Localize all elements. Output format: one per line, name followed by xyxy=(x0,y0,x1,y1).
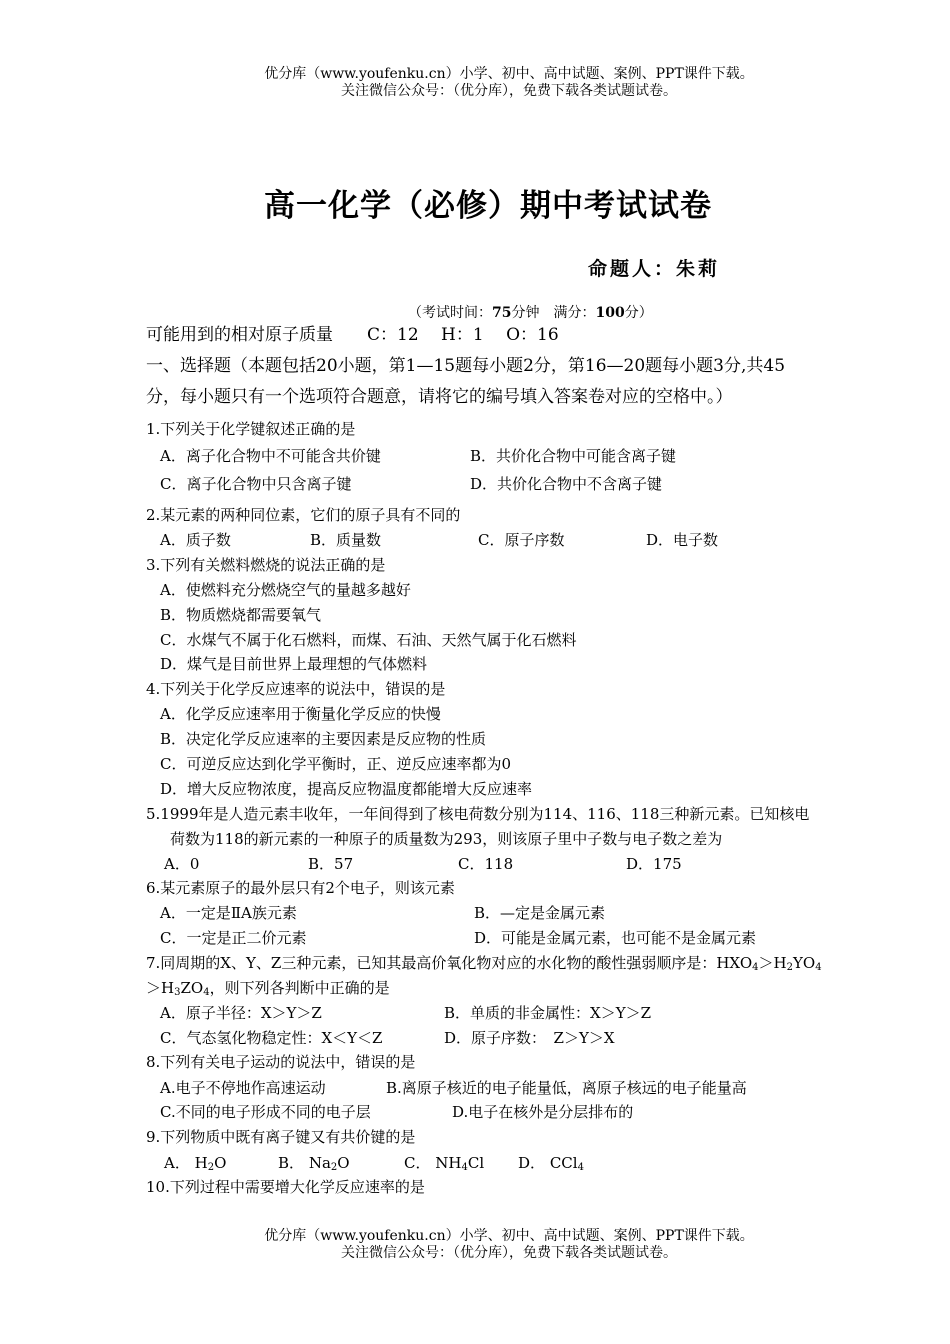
question-5-stem-line2: 荷数为118的新元素的一种原子的质量数为293，则该原子里中子数与电子数之差为 xyxy=(170,830,723,848)
header-line-2: 关注微信公众号：（优分库），免费下载各类试题试卷。 xyxy=(341,83,677,99)
formula-hxo4: $HXO_4$ xyxy=(716,954,759,973)
footer-line-1: 优分库（www.youfenku.cn）小学、初中、高中试题、案例、PPT课件下载。 xyxy=(264,1228,754,1244)
question-1-option-d: D．共价化合物中不含离子键 xyxy=(470,475,663,493)
page-header xyxy=(34,66,950,100)
question-5-option-d: D．175 xyxy=(626,855,682,873)
question-7-stem-text: 7.同周期的X、Y、Z三种元素，已知其最高价氧化物对应的水化物的酸性强弱顺序是： xyxy=(146,954,717,972)
greater-than-sign: ＞ xyxy=(758,954,774,972)
question-4-option-a: A．化学反应速率用于衡量化学反应的快慢 xyxy=(160,705,441,723)
question-3-option-d: D．煤气是目前世界上最理想的气体燃料 xyxy=(160,655,428,673)
question-9-stem: 9.下列物质中既有离子键又有共价键的是 xyxy=(146,1128,416,1146)
full-score-value: 100 xyxy=(595,305,625,321)
question-8-option-d: D.电子在核外是分层排布的 xyxy=(452,1103,634,1121)
question-5-option-b: B．57 xyxy=(308,855,354,873)
question-5-option-a: A．0 xyxy=(164,855,200,873)
question-2-option-d: D．电子数 xyxy=(646,531,719,549)
question-3-option-c: C．水煤气不属于化石燃料，而煤、石油、天然气属于化石燃料 xyxy=(160,631,577,649)
question-2-option-a: A．质子数 xyxy=(160,531,231,549)
question-5-option-c: C．118 xyxy=(458,855,514,873)
section1-instructions-line2: 分，每小题只有一个选项符合题意，请将它的编号填入答案卷对应的空格中。） xyxy=(146,387,733,407)
question-7-option-b: B．单质的非金属性：X＞Y＞Z xyxy=(444,1004,652,1022)
question-3-stem: 3.下列有关燃料燃烧的说法正确的是 xyxy=(146,556,386,574)
exam-author: 命题人：朱莉 xyxy=(588,258,721,280)
question-7-option-c: C．气态氢化物稳定性：X＜Y＜Z xyxy=(160,1029,383,1047)
question-8-option-c: C.不同的电子形成不同的电子层 xyxy=(160,1103,371,1121)
question-6-stem: 6.某元素原子的最外层只有2个电子，则该元素 xyxy=(146,879,455,897)
time-value: 75 xyxy=(492,305,512,321)
footer-line-2: 关注微信公众号：（优分库），免费下载各类试题试卷。 xyxy=(341,1245,677,1261)
question-8-option-a: A.电子不停地作高速运动 xyxy=(160,1079,326,1097)
question-9-option-c: C． $NH_4Cl$ xyxy=(404,1154,485,1173)
question-3-option-b: B．物质燃烧都需要氧气 xyxy=(160,606,322,624)
question-8-option-b: B.离原子核近的电子能量低，离原子核远的电子能量高 xyxy=(386,1079,747,1097)
question-4-option-b: B．决定化学反应速率的主要因素是反应物的性质 xyxy=(160,730,487,748)
exam-title: 高一化学（必修）期中考试试卷 xyxy=(264,188,712,224)
question-3-option-a: A．使燃料充分燃烧空气的量越多越好 xyxy=(160,581,411,599)
page-footer xyxy=(34,1228,950,1262)
question-7-option-d: D．原子序数： Z＞Y＞X xyxy=(444,1029,615,1047)
question-7-stem-line1 xyxy=(146,953,822,973)
time-unit: 分钟 xyxy=(511,305,540,321)
question-4-stem: 4.下列关于化学反应速率的说法中，错误的是 xyxy=(146,680,446,698)
question-7-stem-tail: ，则下列各判断中正确的是 xyxy=(209,979,390,997)
question-6-option-b: B．—定是金属元素 xyxy=(474,904,606,922)
question-1-option-a: A．离子化合物中不可能含共价键 xyxy=(160,447,381,465)
question-1-option-b: B．共价化合物中可能含离子键 xyxy=(470,447,677,465)
question-2-option-b: B．质量数 xyxy=(310,531,382,549)
question-1-option-c: C．离子化合物中只含离子键 xyxy=(160,475,352,493)
exam-time-info xyxy=(408,302,653,322)
question-7-option-a: A．原子半径：X＞Y＞Z xyxy=(160,1004,322,1022)
formula-h2yo4: $H_2YO_4$ xyxy=(773,954,822,973)
question-6-option-c: C．一定是正二价元素 xyxy=(160,929,307,947)
atomic-masses: 可能用到的相对原子质量 C：12 H：1 O：16 xyxy=(146,325,559,345)
formula-h3zo4: $H_3ZO_4$ xyxy=(161,979,210,998)
question-7-stem-line2 xyxy=(146,978,390,998)
question-9-option-d: D． CCl$_4$ xyxy=(518,1154,584,1173)
question-9-option-a: A． $H_2O$ xyxy=(164,1154,227,1173)
full-score-unit: 分） xyxy=(624,305,653,321)
question-4-option-c: C．可逆反应达到化学平衡时，正、逆反应速率都为0 xyxy=(160,755,512,773)
question-10-stem: 10.下列过程中需要增大化学反应速率的是 xyxy=(146,1178,425,1196)
question-1-stem: 1.下列关于化学键叙述正确的是 xyxy=(146,420,356,438)
time-prefix: （考试时间： xyxy=(408,305,492,321)
question-9-option-b: B． $Na_2O$ xyxy=(278,1154,350,1173)
question-4-option-d: D．增大反应物浓度，提高反应物温度都能增大反应速率 xyxy=(160,780,533,798)
question-2-option-c: C．原子序数 xyxy=(478,531,565,549)
header-line-1: 优分库（www.youfenku.cn）小学、初中、高中试题、案例、PPT课件下载。 xyxy=(264,66,754,82)
question-2-stem: 2.某元素的两种同位素，它们的原子具有不同的 xyxy=(146,506,461,524)
greater-than-sign: ＞ xyxy=(146,979,162,997)
question-6-option-d: D．可能是金属元素，也可能不是金属元素 xyxy=(474,929,757,947)
question-6-option-a: A．一定是ⅡA族元素 xyxy=(160,904,297,922)
section1-instructions-line1: 一、选择题（本题包括20小题，第1—15题每小题2分，第16—20题每小题3分,共45 xyxy=(146,356,786,376)
full-score-label: 满分： xyxy=(553,305,596,321)
question-8-stem: 8.下列有关电子运动的说法中，错误的是 xyxy=(146,1053,416,1071)
question-5-stem-line1: 5.1999年是人造元素丰收年，一年间得到了核电荷数分别为114、116、118三种新元素。已知核电 xyxy=(146,805,810,823)
